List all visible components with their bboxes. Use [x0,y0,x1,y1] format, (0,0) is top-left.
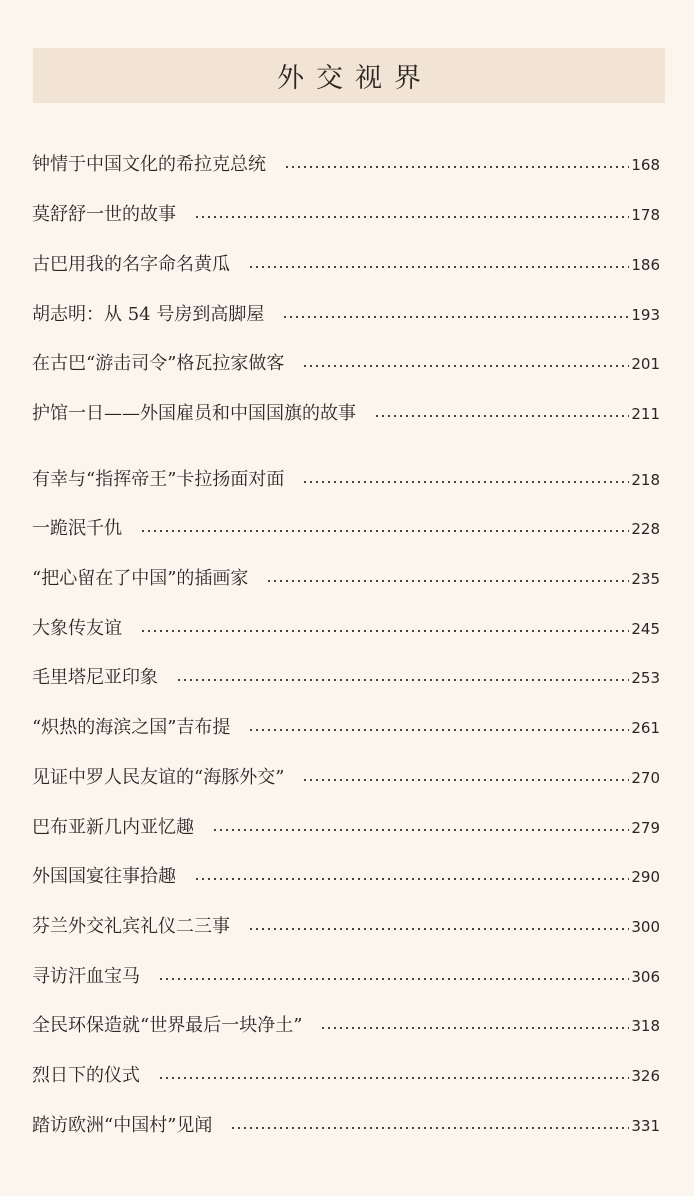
toc-item-title: 寻访汗血宝马 [32,966,140,987]
toc-item-title: 有幸与“指挥帝王”卡拉扬面对面 [32,469,285,490]
section-title-band [33,48,665,103]
dot-leader [284,165,629,169]
toc-item-page: 318 [631,1017,660,1035]
dot-leader [176,678,629,682]
dot-leader [248,728,629,732]
dot-leader [248,265,629,269]
dot-leader [158,977,629,981]
toc-item[interactable] [32,762,660,794]
toc-item-page: 300 [631,918,660,936]
toc-item-title: 巴布亚新几内亚忆趣 [32,817,194,838]
toc-item[interactable] [32,299,660,331]
dot-leader [374,414,629,418]
dot-leader [320,1026,629,1030]
toc-item-page: 211 [631,405,660,423]
toc-item-page: 279 [631,819,660,837]
dot-leader [282,315,629,319]
dot-leader [248,927,629,931]
toc-item-title: 钟情于中国文化的希拉克总统 [32,154,266,175]
dot-leader [194,215,629,219]
toc-item-title: 全民环保造就“世界最后一块净土” [32,1015,303,1036]
toc-item-page: 228 [631,520,660,538]
toc-item-title: 莫舒舒一世的故事 [32,204,176,225]
toc-item-title: 护馆一日——外国雇员和中国国旗的故事 [32,403,356,424]
toc-item-page: 331 [631,1117,660,1135]
toc-item-title: 在古巴“游击司令”格瓦拉家做客 [32,353,285,374]
toc-item-title: 外国国宴往事拾趣 [32,866,176,887]
dot-leader [302,480,629,484]
toc-item[interactable] [32,662,660,694]
toc-item-page: 193 [631,306,660,324]
toc-item-title: 大象传友谊 [32,618,122,639]
toc-item[interactable] [32,149,660,181]
toc-item-page: 168 [631,156,660,174]
toc-item-page: 245 [631,620,660,638]
toc-item-page: 306 [631,968,660,986]
toc-item-title: 见证中罗人民友谊的“海豚外交” [32,767,285,788]
toc-item[interactable] [32,1060,660,1092]
section-title: 外交视界 [277,63,433,94]
toc-item-title: “炽热的海滨之国”吉布提 [32,717,231,738]
toc-item[interactable] [32,1010,660,1042]
toc-item[interactable] [32,712,660,744]
toc-item-title: 一跪泯千仇 [32,518,122,539]
dot-leader [158,1076,629,1080]
toc-item-page: 201 [631,355,660,373]
toc-item[interactable] [32,961,660,993]
toc-item[interactable] [32,249,660,281]
toc-item[interactable] [32,398,660,430]
toc-item-title: 胡志明：从 54 号房到高脚屋 [32,304,265,325]
toc-item-page: 186 [631,256,660,274]
dot-leader [302,778,629,782]
toc-item-title: “把心留在了中国”的插画家 [32,568,249,589]
dot-leader [194,877,629,881]
toc-item-page: 270 [631,769,660,787]
dot-leader [140,629,629,633]
toc-item-page: 290 [631,868,660,886]
toc-item-page: 218 [631,471,660,489]
toc-item[interactable] [32,513,660,545]
toc-item-title: 古巴用我的名字命名黄瓜 [32,254,230,275]
toc-item[interactable] [32,199,660,231]
toc-item[interactable] [32,613,660,645]
toc-item[interactable] [32,464,660,496]
toc-item-title: 踏访欧洲“中国村”见闻 [32,1115,213,1136]
toc-item-page: 261 [631,719,660,737]
toc-item-page: 235 [631,570,660,588]
toc-item[interactable] [32,911,660,943]
toc-item[interactable] [32,1110,660,1142]
dot-leader [266,579,629,583]
toc-item[interactable] [32,563,660,595]
dot-leader [302,364,629,368]
toc-item-title: 烈日下的仪式 [32,1065,140,1086]
toc-item[interactable] [32,861,660,893]
dot-leader [212,828,629,832]
toc-item[interactable] [32,348,660,380]
toc-item-title: 毛里塔尼亚印象 [32,667,158,688]
dot-leader [230,1126,629,1130]
dot-leader [140,529,629,533]
toc-item[interactable] [32,812,660,844]
toc-item-page: 253 [631,669,660,687]
toc-item-page: 326 [631,1067,660,1085]
toc-item-title: 芬兰外交礼宾礼仪二三事 [32,916,230,937]
toc-item-page: 178 [631,206,660,224]
